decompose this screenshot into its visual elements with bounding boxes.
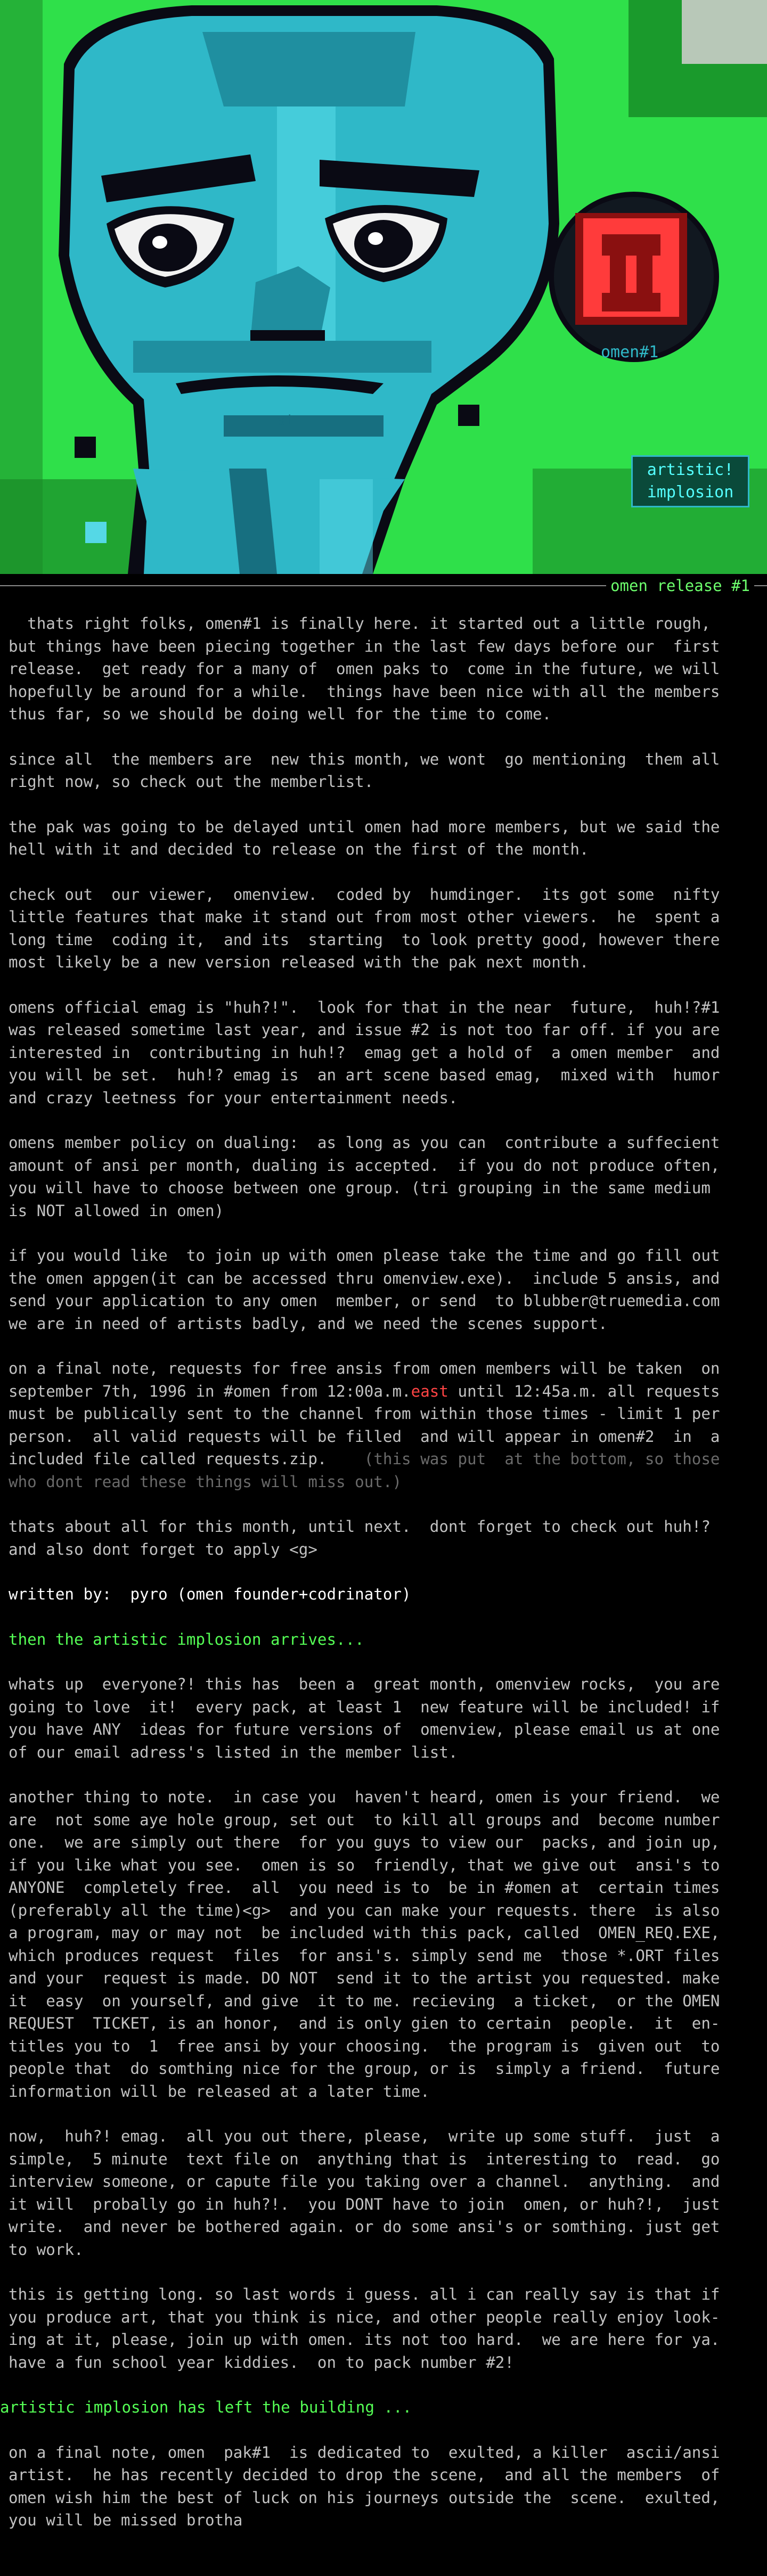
friend-paragraph: another thing to note. in case you haven't heard, omen is your friend. we are not some aye hole group, set out to kill all groups and become number one. we are simply out there for you guys to view our packs, and join up, if you like what you see. omen is so friendly, that we give out ansi's to ANYONE completely free. all you need is to be in #omen at certain times (preferably all the time)<g> and you can make your requests. there is also a program, may or may not be included with this pack, called OMEN_REQ.EXE, which produces request files for ansi's. simply send me those *.ORT files and your request is made. DO NOT send it to the artist you requested. make it easy on yourself, and give it to me. recieving a ticket, or the OMEN REQUEST TICKET, is an honor, and is only gien to certain people. it en- titles you to 1 free ansi by your choosing. the program is given out to people that do somthing nice for the group, or is simply a friend. future information will be released at a later time. <box>9 1788 720 2101</box>
intro-paragraph: thats right folks, omen#1 is finally here. it started out a little rough, but things have been piecing together in the last few days before our first release. get ready for a many of omen paks to come in the future, we will hopefully be around for a while. things have been nice with all the members thus far, so we should be doing well for the time to come. <box>9 614 720 723</box>
omen-badge: omen#1 <box>601 343 659 362</box>
artistic-implosion-tag <box>631 455 749 507</box>
delay-paragraph: the pak was going to be delayed until omen had more members, but we said the hell with it and decided to release on the first of the month. <box>9 817 720 858</box>
requests-text-a: on a final note, requests for free ansis from omen members will be taken on september 7th, 1996 in #omen from 12:00a.m. <box>9 1359 720 1400</box>
art-signature: ai <box>277 413 294 429</box>
members-paragraph: since all the members are new this month, we wont go mentioning them all right now, so check out the memberlist. <box>9 750 720 791</box>
tag-line-1: artistic! <box>647 461 734 479</box>
join-paragraph: if you would like to join up with omen please take the time and go fill out the omen appgen(it can be accessed thru omenview.exe). include 5 ansis, and send your application to any omen member, or send to blubber@truemedia.com we are in need of artists badly, and we need the scenes support. <box>9 1246 720 1333</box>
tag-line-2: implosion <box>647 483 734 502</box>
dualing-paragraph: omens member policy on dualing: as long as you can contribute a suffecient amount of ansi per month, dualing is accepted. if you do not produce often, you will have to choose between one group. (tri grouping in the same medium is NOT allowed in omen) <box>9 1134 720 1220</box>
author-credit: written by: pyro (omen founder+codrinator) <box>9 1585 411 1603</box>
emag-paragraph: omens official emag is "huh?!". look for that in the near future, huh!?#1 was released sometime last year, and issue #2 is not too far off. if you are interested in contributing in huh!? emag get a hold of a omen member and you will be set. huh!? emag is an art scene based emag, mixed with humor and crazy leetness for your entertainment needs. <box>9 998 720 1107</box>
omenview-paragraph: whats up everyone?! this has been a great month, omenview rocks, you are going to love it! every pack, at least 1 new feature will be included! if you have ANY ideas for future versions of omenview, please email us at one of our email adress's listed in the member list. <box>9 1675 720 1761</box>
requests-text-b: until 12:45a.m. all requests must be publically sent to the channel from within those times - limit 1 per person. all valid requests will be filled and will appear in omen#2 in a included file called requests.zip. <box>9 1382 720 1468</box>
release-label: omen release #1 <box>606 579 754 592</box>
requests-east: east <box>411 1382 448 1400</box>
requests-paragraph <box>9 1357 758 1493</box>
last-words-paragraph: this is getting long. so last words i guess. all i can really say is that if you produce art, that you think is nice, and other people really enjoy look- ing at it, please, join up with omen. its not too hard. we are here for ya. have a fun school year kiddies. on to pack number #2! <box>9 2285 720 2372</box>
nfo-text <box>0 612 758 2554</box>
release-divider <box>0 577 767 595</box>
huh-emag-paragraph: now, huh?! emag. all you out there, please, write up some stuff. just a simple, 5 minute text file on anything that is interesting to read. go interview someone, or capute file you taking over a channel. anything. and it will probally go in huh?!. you DONT have to join omen, or huh?!, just write. and never be bothered again. or do some ansi's or somthing. just get to work. <box>9 2127 720 2259</box>
left-building-heading: artistic implosion has left the building ... <box>0 2398 412 2416</box>
closing-paragraph: thats about all for this month, until next. dont forget to check out huh!? and also dont forget to apply <g> <box>9 1517 711 1558</box>
implosion-arrives-heading: then the artistic implosion arrives... <box>9 1630 364 1648</box>
requests-note: (this was put at the bottom, so those who dont read these things will miss out.) <box>9 1450 720 1491</box>
dedication-paragraph: on a final note, omen pak#1 is dedicated to exulted, a killer ascii/ansi artist. he has recently decided to drop the scene, and all the members of omen wish him the best of luck on his journeys outside the scene. exulted, you will be missed brotha <box>9 2443 720 2529</box>
viewer-paragraph: check out our viewer, omenview. coded by humdinger. its got some nifty little features that make it stand out from most other viewers. he spent a long time coding it, and its starting to look pretty good, however there most likely be a new version released with the pak next month. <box>9 885 720 971</box>
header-ansi-art <box>0 0 767 574</box>
